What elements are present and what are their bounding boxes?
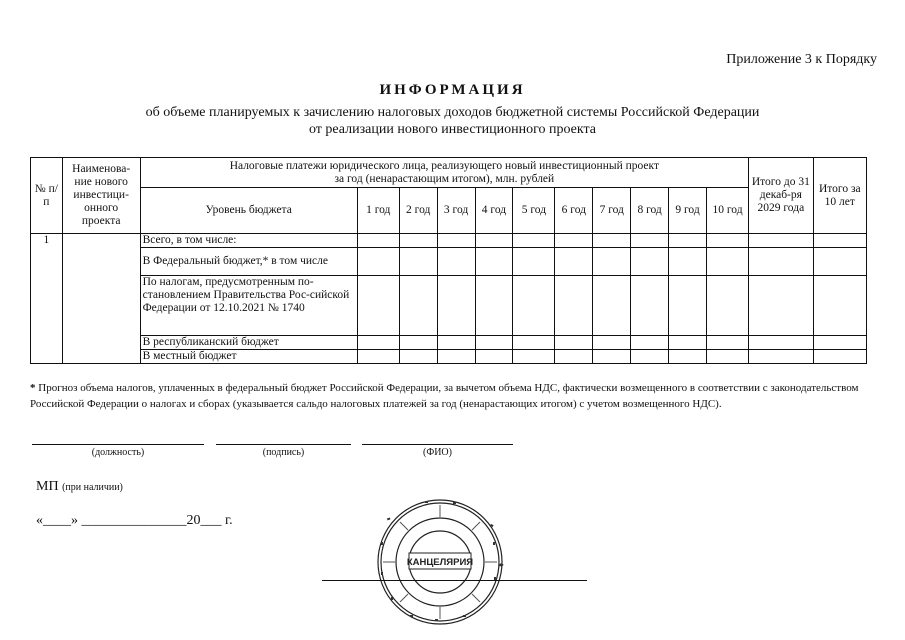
header-year: 7 год (593, 188, 631, 234)
header-budget-level: Уровень бюджета (140, 188, 357, 234)
header-number: № п/п (31, 158, 63, 234)
budget-row-label: В Федеральный бюджет,* в том числе (140, 248, 357, 276)
header-project-name: Наименова-ние нового инвестици-онного проекта (62, 158, 140, 234)
budget-row-label: В местный бюджет (140, 350, 357, 364)
header-total-10-years: Итого за 10 лет (813, 158, 866, 234)
header-year: 6 год (555, 188, 593, 234)
header-year: 10 год (706, 188, 748, 234)
position-caption: (должность) (91, 447, 145, 458)
footnote (30, 380, 875, 412)
fio-signature-line (362, 444, 513, 445)
header-tax-payments (140, 158, 748, 188)
document-subtitle-line1: об объеме планируемых к зачислению налоговых доходов бюджетной системы Российской Федерации (145, 105, 760, 120)
document-title: ИНФОРМАЦИЯ (379, 82, 526, 98)
signature-line (216, 444, 351, 445)
row-number: 1 (31, 234, 63, 364)
header-year: 9 год (669, 188, 707, 234)
footnote-text: Прогноз объема налогов, уплаченных в федеральный бюджет Российской Федерации, за вычетом объема НДС, фактически возмещенного в соответствии с законодательством Российской Федерации о налогах и сборах (указывается сальдо налоговых платежей за год (ненарастающих итогом) с учетом возмещенного НДС). (30, 382, 859, 410)
header-year: 1 год (357, 188, 399, 234)
date-field: «____» _______________20___ г. (36, 513, 233, 528)
mp-note: (при наличии) (62, 482, 123, 493)
header-year: 4 год (475, 188, 513, 234)
tax-forecast-table (30, 157, 867, 364)
project-name-cell (62, 234, 140, 364)
position-signature-line (32, 444, 204, 445)
fio-caption: (ФИО) (422, 447, 452, 458)
budget-row-label: Всего, в том числе: (140, 234, 357, 248)
header-year: 2 год (399, 188, 437, 234)
mp-label: МП (36, 479, 59, 494)
stamp-signature-line (322, 580, 587, 581)
stamp-text: КАНЦЕЛЯРИЯ (406, 557, 474, 568)
footnote-star: * (30, 382, 36, 394)
header-tax-payments-line2: за год (ненарастающим итогом), млн. рублей (334, 172, 555, 185)
office-stamp (375, 497, 505, 627)
header-total-2029: Итого до 31 декаб-ря 2029 года (749, 158, 814, 234)
budget-row-label: По налогам, предусмотренным по-становлением Правительства Рос-сийской Федерации от 12.10.2021 № 1740 (140, 276, 357, 336)
budget-row-label: В республиканский бюджет (140, 336, 357, 350)
header-year: 8 год (631, 188, 669, 234)
seal-placeholder (36, 479, 123, 495)
header-year: 3 год (437, 188, 475, 234)
document-subtitle-line2: от реализации нового инвестиционного проекта (308, 122, 596, 137)
appendix-label: Приложение 3 к Порядку (726, 52, 877, 67)
header-tax-payments-line1: Налоговые платежи юридического лица, реализующего новый инвестиционный проект (229, 159, 659, 172)
header-year: 5 год (513, 188, 555, 234)
signature-caption: (подпись) (262, 447, 305, 458)
